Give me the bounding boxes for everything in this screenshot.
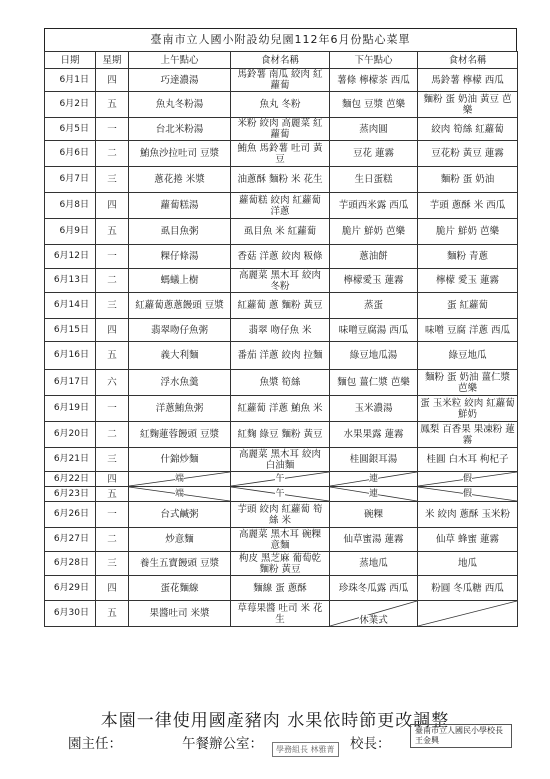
menu-row: [45, 601, 518, 627]
pm-ingredients: [418, 601, 518, 627]
pm-ingredients: 味噌 豆腐 洋蔥 西瓜: [418, 319, 518, 342]
pm-snack: 珍珠冬瓜露 西瓜: [330, 576, 418, 601]
am-snack: 螞蟻上樹: [129, 269, 231, 293]
am-ingredients: 高麗菜 黑木耳 絞肉 冬粉: [231, 269, 330, 293]
pm-snack: 麵包 薑仁漿 芭樂: [330, 370, 418, 396]
holiday-text: 午: [275, 489, 285, 499]
pm-ingredients: 蛋 玉米粒 絞肉 紅蘿蔔 鮮奶: [418, 396, 518, 422]
row-date: 6月20日: [45, 422, 96, 448]
row-weekday: 二: [96, 141, 129, 167]
am-snack: 義大利麵: [129, 342, 231, 370]
holiday-text: 假: [462, 474, 472, 484]
pm-ingredients: 麵粉 蛋 奶油 薑仁漿 芭樂: [418, 370, 518, 396]
header-pm-snack: 下午點心: [330, 52, 418, 69]
pm-ingredients: 絞肉 筍絲 紅蘿蔔: [418, 118, 518, 141]
menu-row: [45, 269, 518, 293]
pm-ingredients: 粉圓 冬瓜糖 西瓜: [418, 576, 518, 601]
header-weekday: 星期: [96, 52, 129, 69]
pm-ingredients: 芋頭 蔥酥 米 西瓜: [418, 193, 518, 219]
am-ingredients: 番茄 洋蔥 絞肉 拉麵: [231, 342, 330, 370]
catering-stamp: 學務組長 林雅菁: [272, 742, 339, 757]
holiday-row: [45, 487, 518, 502]
row-date: 6月15日: [45, 319, 96, 342]
row-weekday: 三: [96, 552, 129, 576]
am-snack: 炒意麵: [129, 528, 231, 552]
row-weekday: 六: [96, 370, 129, 396]
row-date: 6月8日: [45, 193, 96, 219]
am-ingredients: 高麗菜 黑木耳 碗粿 意麵: [231, 528, 330, 552]
am-snack: 粿仔條湯: [129, 245, 231, 269]
pm-snack-text: 休業式: [359, 615, 388, 626]
pm-snack: 豆花 蓮霧: [330, 141, 418, 167]
am-snack: 蛋花麵線: [129, 576, 231, 601]
am-snack: 洋蔥鮪魚粥: [129, 396, 231, 422]
holiday-text: 連: [368, 474, 378, 484]
row-date: 6月28日: [45, 552, 96, 576]
strike-line: [418, 601, 517, 626]
pm-ingredients: 鳳梨 百香果 果凍粉 蓮霧: [418, 422, 518, 448]
am-snack: 台式鹹粥: [129, 502, 231, 528]
row-date: 6月21日: [45, 448, 96, 472]
menu-row: [45, 167, 518, 193]
pm-ingredients: 檸檬 愛玉 蓮霧: [418, 269, 518, 293]
am-ingredients: 魚丸 冬粉: [231, 92, 330, 118]
pm-snack: 脆片 鮮奶 芭樂: [330, 219, 418, 245]
row-date: 6月16日: [45, 342, 96, 370]
holiday-cell: [231, 487, 330, 502]
holiday-text: 端: [174, 474, 184, 484]
principal-label: 校長：: [350, 736, 391, 752]
pm-snack: 仙草蜜湯 蓮霧: [330, 528, 418, 552]
pm-snack: 蒸肉圓: [330, 118, 418, 141]
pm-ingredients: 地瓜: [418, 552, 518, 576]
menu-body: [45, 69, 518, 627]
holiday-cell: [129, 487, 231, 502]
holiday-text: 午: [275, 474, 285, 484]
am-ingredients: 油蔥酥 麵粉 米 花生: [231, 167, 330, 193]
am-ingredients: 紅蘿蔔 洋蔥 鮪魚 米: [231, 396, 330, 422]
row-date: 6月27日: [45, 528, 96, 552]
am-ingredients: 枸皮 黑芝麻 葡萄乾 麵粉 黃豆: [231, 552, 330, 576]
am-ingredients: 馬鈴薯 南瓜 絞肉 紅蘿蔔: [231, 69, 330, 92]
signature-row: [50, 726, 520, 756]
pm-snack: 生日蛋糕: [330, 167, 418, 193]
pm-ingredients: 桂圓 白木耳 枸杞子: [418, 448, 518, 472]
menu-row: [45, 219, 518, 245]
row-date: 6月19日: [45, 396, 96, 422]
row-weekday: 五: [96, 92, 129, 118]
menu-row: [45, 502, 518, 528]
am-ingredients: 翡翠 吻仔魚 米: [231, 319, 330, 342]
am-ingredients: 高麗菜 黑木耳 絞肉 白油麵: [231, 448, 330, 472]
menu-row: [45, 370, 518, 396]
row-weekday: 二: [96, 528, 129, 552]
pm-ingredients: 麵粉 蛋 奶油 黃豆 芭樂: [418, 92, 518, 118]
menu-row: [45, 69, 518, 92]
am-snack: 魚丸冬粉湯: [129, 92, 231, 118]
am-ingredients: 蘿蔔糕 絞肉 紅蘿蔔 洋蔥: [231, 193, 330, 219]
holiday-text: 端: [174, 489, 184, 499]
am-snack: 果醬吐司 米漿: [129, 601, 231, 627]
row-weekday: 五: [96, 601, 129, 627]
row-date: 6月12日: [45, 245, 96, 269]
am-ingredients: 芋頭 絞肉 紅蘿蔔 筍絲 米: [231, 502, 330, 528]
menu-row: [45, 245, 518, 269]
am-ingredients: 紅麴 綠豆 麵粉 黃豆: [231, 422, 330, 448]
pm-ingredients: 仙草 蜂蜜 蓮霧: [418, 528, 518, 552]
pm-ingredients: 豆花粉 黃豆 蓮霧: [418, 141, 518, 167]
am-snack: 翡翠吻仔魚粥: [129, 319, 231, 342]
row-date: 6月14日: [45, 293, 96, 319]
am-ingredients: 麵線 蛋 蔥酥: [231, 576, 330, 601]
menu-row: [45, 448, 518, 472]
am-snack: 養生五寶饅頭 豆漿: [129, 552, 231, 576]
pm-ingredients: 馬鈴薯 檸檬 西瓜: [418, 69, 518, 92]
row-weekday: 四: [96, 472, 129, 487]
pm-ingredients: 米 絞肉 蔥酥 玉米粉: [418, 502, 518, 528]
row-weekday: 三: [96, 293, 129, 319]
pm-snack: 芋頭西米露 西瓜: [330, 193, 418, 219]
pm-snack: 桂圓銀耳湯: [330, 448, 418, 472]
menu-row: [45, 118, 518, 141]
pm-ingredients: 麵粉 蛋 奶油: [418, 167, 518, 193]
principal-stamp: 臺南市立人國民小學校長 王金興: [410, 724, 512, 748]
pm-snack: 水果果露 蓮霧: [330, 422, 418, 448]
am-snack: 什錦炒麵: [129, 448, 231, 472]
pm-snack: [330, 601, 418, 627]
row-weekday: 五: [96, 342, 129, 370]
row-weekday: 一: [96, 396, 129, 422]
holiday-cell: [231, 472, 330, 487]
menu-row: [45, 141, 518, 167]
am-ingredients: 米粉 絞肉 高麗菜 紅蘿蔔: [231, 118, 330, 141]
menu-row: [45, 576, 518, 601]
holiday-cell: [418, 487, 518, 502]
menu-row: [45, 396, 518, 422]
row-weekday: 五: [96, 487, 129, 502]
row-date: 6月2日: [45, 92, 96, 118]
holiday-cell: [330, 487, 418, 502]
header-am-ingredients: 食材名稱: [231, 52, 330, 69]
row-weekday: 四: [96, 576, 129, 601]
menu-table: [44, 51, 518, 627]
footer-note: 本園一律使用國產豬肉 水果依時節更改調整: [100, 711, 450, 731]
menu-title: 臺南市立人國小附設幼兒園112年6月份點心菜單: [44, 28, 517, 51]
pm-snack: 玉米濃湯: [330, 396, 418, 422]
am-snack: 蔥花捲 米漿: [129, 167, 231, 193]
pm-snack: 薯條 檸檬茶 西瓜: [330, 69, 418, 92]
row-weekday: 一: [96, 118, 129, 141]
am-snack: 台北米粉湯: [129, 118, 231, 141]
am-snack: 蘿蔔糕湯: [129, 193, 231, 219]
row-weekday: 二: [96, 269, 129, 293]
row-date: 6月23日: [45, 487, 96, 502]
holiday-cell: [129, 472, 231, 487]
menu-row: [45, 422, 518, 448]
header-row: [45, 52, 518, 69]
am-ingredients: 魚漿 筍絲: [231, 370, 330, 396]
menu-row: [45, 92, 518, 118]
row-date: 6月1日: [45, 69, 96, 92]
menu-row: [45, 293, 518, 319]
am-snack: 紅蘿蔔蔥蔥饅頭 豆漿: [129, 293, 231, 319]
menu-row: [45, 342, 518, 370]
menu-row: [45, 552, 518, 576]
pm-ingredients: 綠豆地瓜: [418, 342, 518, 370]
pm-ingredients: 麵粉 青蔥: [418, 245, 518, 269]
row-date: 6月6日: [45, 141, 96, 167]
menu-sheet: [44, 28, 517, 627]
pm-snack: 蒸蛋: [330, 293, 418, 319]
am-ingredients: 香菇 洋蔥 絞肉 粄條: [231, 245, 330, 269]
holiday-cell: [330, 472, 418, 487]
row-date: 6月26日: [45, 502, 96, 528]
row-weekday: 三: [96, 167, 129, 193]
row-date: 6月7日: [45, 167, 96, 193]
row-date: 6月22日: [45, 472, 96, 487]
row-date: 6月17日: [45, 370, 96, 396]
pm-snack: 檸檬愛玉 蓮霧: [330, 269, 418, 293]
row-weekday: 二: [96, 422, 129, 448]
menu-row: [45, 319, 518, 342]
holiday-row: [45, 472, 518, 487]
row-date: 6月30日: [45, 601, 96, 627]
row-date: 6月5日: [45, 118, 96, 141]
pm-snack: 蔥油餅: [330, 245, 418, 269]
pm-snack: 味噌豆腐湯 西瓜: [330, 319, 418, 342]
holiday-text: 假: [462, 489, 472, 499]
header-pm-ingredients: 食材名稱: [418, 52, 518, 69]
am-ingredients: 草莓果醬 吐司 米 花生: [231, 601, 330, 627]
pm-snack: 綠豆地瓜湯: [330, 342, 418, 370]
row-weekday: 四: [96, 193, 129, 219]
holiday-text: 連: [368, 489, 378, 499]
row-date: 6月13日: [45, 269, 96, 293]
pm-ingredients: 蛋 紅蘿蔔: [418, 293, 518, 319]
am-snack: 紅麴蓮蓉饅頭 豆漿: [129, 422, 231, 448]
am-ingredients: 紅蘿蔔 蔥 麵粉 黃豆: [231, 293, 330, 319]
am-snack: 虱目魚粥: [129, 219, 231, 245]
header-date: 日期: [45, 52, 96, 69]
row-date: 6月9日: [45, 219, 96, 245]
row-weekday: 五: [96, 219, 129, 245]
catering-label: 午餐辦公室：: [182, 736, 263, 752]
row-date: 6月29日: [45, 576, 96, 601]
menu-row: [45, 193, 518, 219]
holiday-cell: [418, 472, 518, 487]
pm-ingredients: 脆片 鮮奶 芭樂: [418, 219, 518, 245]
am-snack: 鮪魚沙拉吐司 豆漿: [129, 141, 231, 167]
row-weekday: 一: [96, 245, 129, 269]
header-am-snack: 上午點心: [129, 52, 231, 69]
am-ingredients: 鮪魚 馬鈴薯 吐司 黃豆: [231, 141, 330, 167]
pm-snack: 麵包 豆漿 芭樂: [330, 92, 418, 118]
row-weekday: 四: [96, 319, 129, 342]
am-snack: 巧達濃湯: [129, 69, 231, 92]
director-label: 園主任：: [68, 736, 122, 752]
menu-row: [45, 528, 518, 552]
row-weekday: 四: [96, 69, 129, 92]
row-weekday: 一: [96, 502, 129, 528]
am-ingredients: 虱目魚 米 紅蘿蔔: [231, 219, 330, 245]
am-snack: 浮水魚羹: [129, 370, 231, 396]
pm-snack: 碗粿: [330, 502, 418, 528]
pm-snack: 蒸地瓜: [330, 552, 418, 576]
row-weekday: 三: [96, 448, 129, 472]
